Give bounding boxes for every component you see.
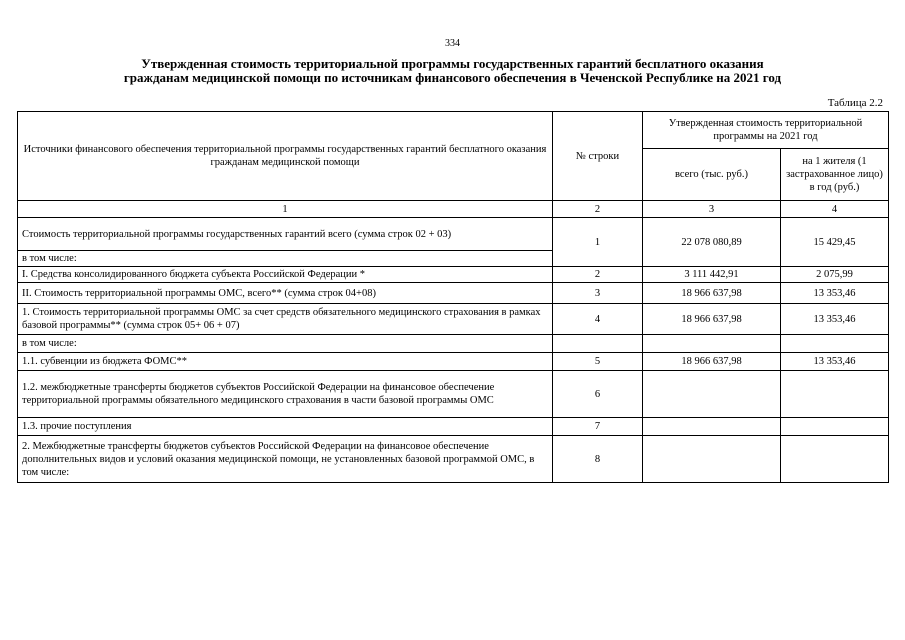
row-per-capita [781, 418, 889, 436]
column-number: 4 [781, 201, 889, 218]
header-total: всего (тыс. руб.) [643, 149, 781, 201]
table-row [18, 418, 889, 436]
cost-table [17, 111, 889, 483]
row-per-capita: 2 075,99 [781, 267, 889, 283]
page-number: 334 [445, 38, 460, 49]
row-total [643, 371, 781, 418]
row-label: в том числе: [18, 251, 553, 267]
row-number: 2 [553, 267, 643, 283]
column-number: 3 [643, 201, 781, 218]
row-per-capita [781, 436, 889, 483]
header-row-1 [18, 112, 889, 149]
table-row [18, 304, 889, 335]
table-row [18, 353, 889, 371]
row-total: 18 966 637,98 [643, 304, 781, 335]
row-number [553, 335, 643, 353]
header-approved-cost: Утвержденная стоимость территориальной программы на 2021 год [643, 112, 889, 149]
row-number: 4 [553, 304, 643, 335]
row-number: 8 [553, 436, 643, 483]
row-total: 18 966 637,98 [643, 353, 781, 371]
document-title [40, 57, 865, 85]
table-row [18, 371, 889, 418]
row-total: 22 078 080,89 [643, 218, 781, 267]
title-line-2: гражданам медицинской помощи по источникам финансового обеспечения в Чеченской Республике на 2021 год [123, 70, 782, 85]
column-number: 1 [18, 201, 553, 218]
row-total [643, 335, 781, 353]
table-row [18, 436, 889, 483]
row-per-capita [781, 371, 889, 418]
column-number-row [18, 201, 889, 218]
row-label: Стоимость территориальной программы государственных гарантий всего (сумма строк 02 + 03) [18, 218, 553, 251]
row-per-capita: 13 353,46 [781, 304, 889, 335]
row-number: 7 [553, 418, 643, 436]
header-per-capita: на 1 жителя (1 застрахованное лицо) в год (руб.) [781, 149, 889, 201]
row-number: 5 [553, 353, 643, 371]
table-caption: Таблица 2.2 [827, 97, 883, 109]
table-row [18, 335, 889, 353]
row-total: 3 111 442,91 [643, 267, 781, 283]
row-label: 1. Стоимость территориальной программы ОМС за счет средств обязательного медицинского страхования в рамках базовой программы** (сумма строк 05+ 06 + 07) [18, 304, 553, 335]
row-per-capita: 13 353,46 [781, 353, 889, 371]
title-line-1: Утвержденная стоимость территориальной программы государственных гарантий бесплатного оказания [141, 56, 764, 71]
row-label: 1.1. субвенции из бюджета ФОМС** [18, 353, 553, 371]
table-row [18, 267, 889, 283]
row-label: в том числе: [18, 335, 553, 353]
row-label: 1.2. межбюджетные трансферты бюджетов субъектов Российской Федерации на финансовое обеспечение территориальной программы обязательного медицинского страхования в части базовой программы ОМС [18, 371, 553, 418]
row-total [643, 418, 781, 436]
row-total: 18 966 637,98 [643, 283, 781, 304]
row-per-capita [781, 335, 889, 353]
row-per-capita: 13 353,46 [781, 283, 889, 304]
header-sources: Источники финансового обеспечения территориальной программы государственных гарантий бесплатного оказания гражданам медицинской помощи [18, 112, 553, 201]
row-per-capita: 15 429,45 [781, 218, 889, 267]
row-total [643, 436, 781, 483]
row-number: 6 [553, 371, 643, 418]
row-label: 1.3. прочие поступления [18, 418, 553, 436]
header-row-number: № строки [553, 112, 643, 201]
row-number: 3 [553, 283, 643, 304]
table-row [18, 283, 889, 304]
row-number: 1 [553, 218, 643, 267]
table-row [18, 218, 889, 251]
row-label: II. Стоимость территориальной программы ОМС, всего** (сумма строк 04+08) [18, 283, 553, 304]
column-number: 2 [553, 201, 643, 218]
row-label: I. Средства консолидированного бюджета субъекта Российской Федерации * [18, 267, 553, 283]
row-label: 2. Межбюджетные трансферты бюджетов субъектов Российской Федерации на финансовое обеспечение дополнительных видов и условий оказания медицинской помощи, не установленных базовой программой ОМС, в том числе: [18, 436, 553, 483]
